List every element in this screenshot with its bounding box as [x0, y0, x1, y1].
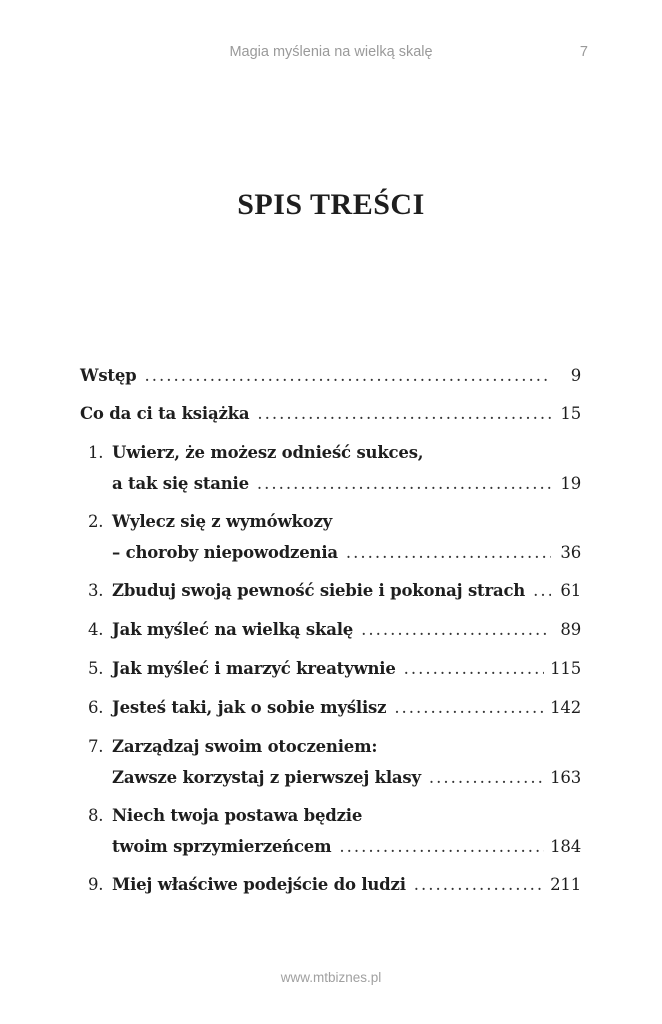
dot-leader [414, 875, 544, 894]
toc-line [112, 543, 581, 567]
toc-page-number: 115 [550, 659, 581, 678]
toc-line [88, 443, 423, 467]
toc-entry-title: a tak się stanie [112, 474, 249, 493]
chapter-number: 8. [88, 806, 104, 825]
chapter-number: 6. [88, 698, 104, 717]
page-number: 7 [579, 44, 588, 60]
dot-leader [339, 837, 544, 856]
toc-entry-title: Niech twoja postawa będzie [112, 806, 363, 825]
toc-line [88, 737, 377, 761]
dot-leader [346, 543, 551, 562]
toc-entry-title: Wstęp [80, 366, 137, 385]
page-title: SPIS TREŚCI [237, 188, 425, 221]
toc-entry-title: Zawsze korzystaj z pierwszej klasy [112, 768, 421, 787]
toc-line [88, 698, 581, 722]
dot-leader [429, 768, 544, 787]
toc-entry-title: Uwierz, że możesz odnieść sukces, [112, 443, 424, 462]
toc-page-number: 36 [560, 543, 581, 562]
toc-entry-title: Jak myśleć na wielką skalę [112, 620, 354, 639]
chapter-number: 9. [88, 875, 104, 894]
chapter-number: 4. [88, 620, 104, 639]
toc-entry-title: Zarządzaj swoim otoczeniem: [112, 737, 378, 756]
toc-page-number: 9 [570, 366, 581, 385]
toc-entry-title: Jesteś taki, jak o sobie myślisz [112, 698, 387, 717]
dot-leader [404, 659, 544, 678]
dot-leader [257, 474, 551, 493]
toc-page-number: 211 [550, 875, 581, 894]
chapter-number: 1. [88, 443, 104, 462]
toc-entry-title: – choroby niepowodzenia [112, 543, 338, 562]
dot-leader [533, 581, 551, 600]
toc-line [80, 404, 581, 428]
toc-entry-title: Jak myśleć i marzyć kreatywnie [112, 659, 396, 678]
toc-page-number: 15 [560, 404, 581, 423]
footer-url: www.mtbiznes.pl [280, 970, 382, 985]
toc-page-number: 142 [550, 698, 581, 717]
toc-entry-title: twoim sprzymierzeńcem [112, 837, 332, 856]
toc-entry-title: Wylecz się z wymówkozy [112, 512, 333, 531]
toc-page-number: 163 [550, 768, 581, 787]
toc-line [88, 659, 581, 683]
dot-leader [394, 698, 544, 717]
toc-line [88, 875, 581, 899]
toc-line [88, 512, 332, 536]
dot-leader [257, 404, 551, 423]
toc-entry-title: Miej właściwe podejście do ludzi [112, 875, 406, 894]
toc-line [112, 768, 581, 792]
chapter-number: 5. [88, 659, 104, 678]
toc-page-number: 184 [550, 837, 581, 856]
toc-line [112, 474, 581, 498]
toc-page-number: 19 [560, 474, 581, 493]
dot-leader [144, 366, 551, 385]
chapter-number: 2. [88, 512, 104, 531]
dot-leader [361, 620, 551, 639]
toc-page-number: 61 [560, 581, 581, 600]
toc-line [80, 366, 581, 390]
toc-line [88, 806, 362, 830]
toc-line [88, 620, 581, 644]
toc-entry-title: Co da ci ta książka [80, 404, 250, 423]
chapter-number: 3. [88, 581, 104, 600]
toc-line [112, 837, 581, 861]
toc-entry-title: Zbuduj swoją pewność siebie i pokonaj strach [112, 581, 526, 600]
chapter-number: 7. [88, 737, 104, 756]
running-title: Magia myślenia na wielką skalę [229, 44, 433, 60]
toc-page-number: 89 [560, 620, 581, 639]
toc-line [88, 581, 581, 605]
